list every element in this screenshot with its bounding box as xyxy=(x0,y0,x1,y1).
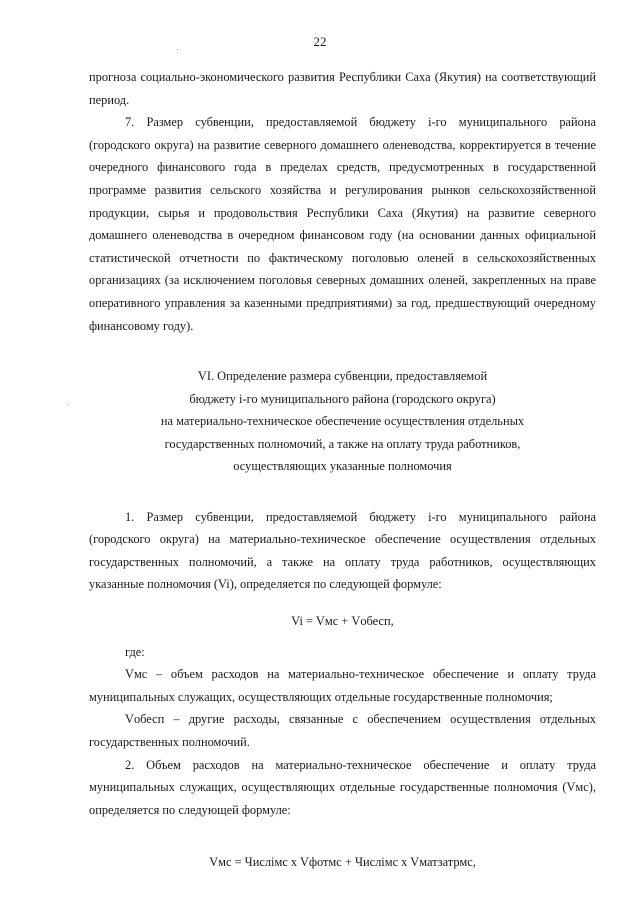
paragraph-item-1: 1. Размер субвенции, предоставляемой бюджету i-го муниципального района (городского округа) на материально-техническое обеспечение осуществления отдельных государственных полномочий, а также на оплату труда работников, осуществляющих указанные полномочия (Vi), определяется по следующей формуле: xyxy=(89,509,596,592)
paragraph-item-7: 7. Размер субвенции, предоставляемой бюджету i-го муниципального района (городского округа) на развитие северного домашнего оленеводства, корректируется в течение очередного финансового года в пределах средств, предусмотренных в государственной программе развития сельского хозяйства и регулирования рынков сельскохозяйственной продукции, сырья и продовольствия Республики Саха (Якутия) на развитие северного домашнего оленеводства в очередном финансовом году (на основании данных официальной статистической отчетности по фактическому поголовью оленей в сельскохозяйственных организациях (за исключением поголовья северных домашних оленей, закрепленных на праве оперативного управления за казенными предприятиями) за год, предшествующий очередному финансовому году). xyxy=(89,115,596,333)
paragraph-item-2: 2. Объем расходов на материально-техническое обеспечение и оплату труда муниципальных служащих, осуществляющих отдельные государственные полномочия (Vмс), определяется по следующей формуле: xyxy=(89,757,596,817)
scan-speck xyxy=(68,404,69,405)
where-label: где: xyxy=(125,644,145,659)
definition-vobesp: Vобесп – другие расходы, связанные с обеспечением осуществления отдельных государственных полномочий. xyxy=(89,712,596,749)
heading-line: бюджету i-го муниципального района (городского округа) xyxy=(189,391,496,406)
formula-vmc: Vмс = Числiмс x Vфотмс + Числiмс x Vматзатрмс, xyxy=(209,855,476,870)
document-body xyxy=(89,66,596,874)
page-number: 22 xyxy=(313,34,327,49)
heading-line: на материально-техническое обеспечение осуществления отдельных xyxy=(160,414,525,429)
formula-vi: Vi = Vмс + Vобесп, xyxy=(291,614,394,628)
heading-line: осуществляющих указанные полномочия xyxy=(233,459,452,474)
paragraph-continuation: прогноза социально-экономического развития Республики Саха (Якутия) на соответствующий период. xyxy=(89,70,596,107)
section-heading xyxy=(89,365,596,478)
heading-line: VI. Определение размера субвенции, предоставляемой xyxy=(197,369,488,384)
heading-line: государственных полномочий, а также на оплату труда работников, xyxy=(164,436,521,451)
definition-vmc: Vмс – объем расходов на материально-техническое обеспечение и оплату труда муниципальных служащих, осуществляющих отдельные государственные полномочия; xyxy=(89,667,596,704)
scan-speck xyxy=(177,49,178,50)
